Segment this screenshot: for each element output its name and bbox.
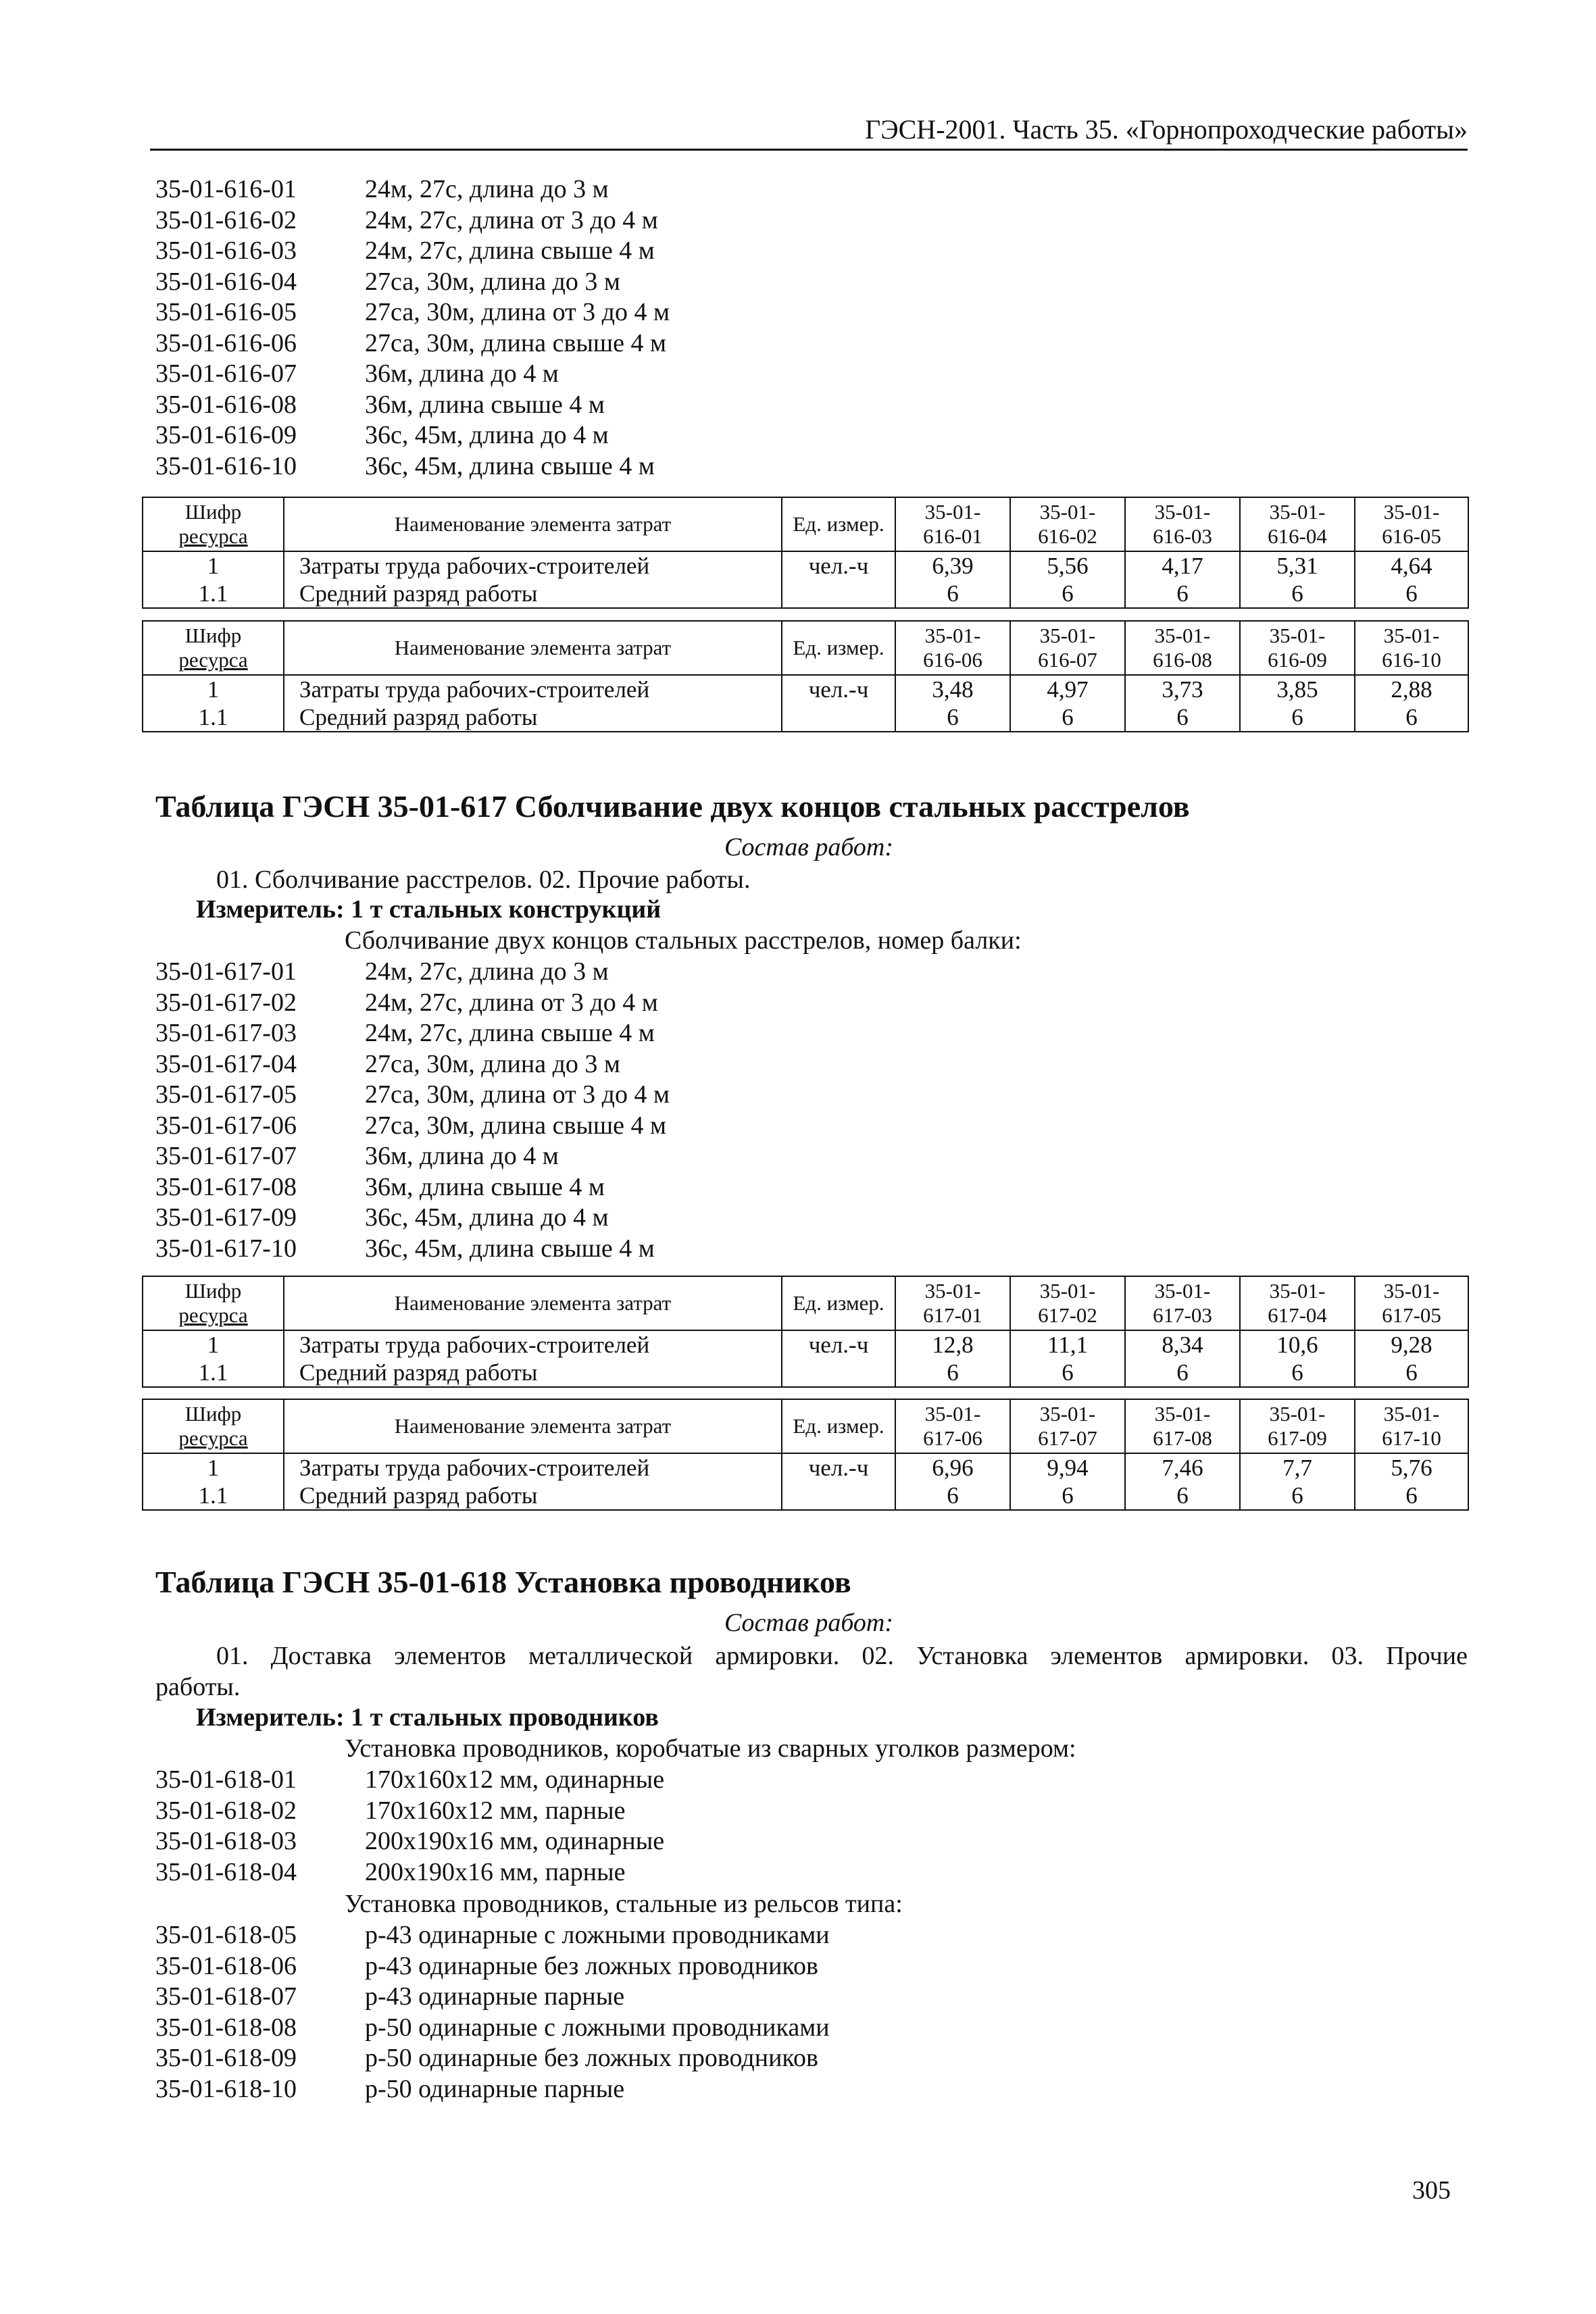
- column-code-prefix: 35-01-: [1383, 1402, 1440, 1426]
- item-description: р-43 одинарные парные: [365, 1982, 625, 2011]
- table-row: [143, 580, 1468, 608]
- operations-617: 01. Сболчивание расстрелов. 02. Прочие работы.: [216, 865, 751, 894]
- table-row: [143, 1359, 1468, 1387]
- item-code: 35-01-617-10: [155, 1234, 297, 1263]
- header-code-label-1: Шифр: [184, 1279, 242, 1303]
- header-code-cell: [143, 1276, 284, 1330]
- column-code-suffix: 617-04: [1268, 1303, 1327, 1327]
- value-cell: 2,88: [1355, 675, 1468, 703]
- value-cell: 3,85: [1240, 675, 1355, 703]
- composition-label-617: Состав работ:: [724, 833, 894, 861]
- value-cell: 6: [895, 703, 1010, 732]
- resource-name-cell: Средний разряд работы: [284, 703, 782, 732]
- item-description: 27са, 30м, длина свыше 4 м: [365, 328, 667, 357]
- item-code: 35-01-618-07: [155, 1982, 297, 2011]
- item-description: р-43 одинарные с ложными проводниками: [365, 1921, 830, 1949]
- header-column-code: [1010, 1399, 1125, 1453]
- table-header-row: [143, 497, 1468, 551]
- header-column-code: [1240, 1399, 1355, 1453]
- item-description: р-50 одинарные с ложными проводниками: [365, 2013, 830, 2042]
- header-name-cell: Наименование элемента затрат: [284, 621, 782, 675]
- value-cell: 9,28: [1355, 1330, 1468, 1359]
- item-description: 27са, 30м, длина до 3 м: [365, 267, 620, 296]
- column-code-prefix: 35-01-: [924, 1279, 981, 1303]
- header-column-code: [895, 497, 1010, 551]
- item-code: 35-01-618-02: [155, 1796, 297, 1825]
- value-cell: 5,76: [1355, 1453, 1468, 1482]
- value-cell: 6: [1355, 1482, 1468, 1510]
- page-number: 305: [1412, 2176, 1451, 2205]
- unit-cell: чел.-ч: [782, 1330, 895, 1359]
- item-code: 35-01-616-01: [155, 175, 297, 203]
- item-description: 36м, длина до 4 м: [365, 359, 559, 388]
- value-cell: 6,96: [895, 1453, 1010, 1482]
- value-cell: 6: [1240, 1482, 1355, 1510]
- column-code-suffix: 616-09: [1268, 648, 1327, 672]
- header-column-code: [1010, 621, 1125, 675]
- item-code: 35-01-617-06: [155, 1111, 297, 1140]
- item-code: 35-01-618-05: [155, 1921, 297, 1949]
- column-code-prefix: 35-01-: [1269, 1402, 1326, 1426]
- section-title-618: Таблица ГЭСН 35-01-618 Установка проводников: [155, 1565, 851, 1599]
- table-row: [143, 675, 1468, 703]
- item-description: 24м, 27с, длина свыше 4 м: [365, 1019, 655, 1047]
- header-unit-cell: Ед. измер.: [782, 621, 895, 675]
- column-code-prefix: 35-01-: [1039, 1279, 1096, 1303]
- resource-name-cell: Затраты труда рабочих-строителей: [284, 1330, 782, 1359]
- item-code: 35-01-617-04: [155, 1049, 297, 1078]
- value-cell: 4,97: [1010, 675, 1125, 703]
- header-code-cell: [143, 497, 284, 551]
- column-code-suffix: 616-06: [923, 648, 982, 672]
- header-column-code: [1125, 497, 1240, 551]
- table-row: [143, 1453, 1468, 1482]
- item-code: 35-01-617-05: [155, 1080, 297, 1109]
- value-cell: 7,46: [1125, 1453, 1240, 1482]
- resource-code-cell: 1: [143, 1453, 284, 1482]
- header-column-code: [1355, 621, 1468, 675]
- item-code: 35-01-618-03: [155, 1827, 297, 1855]
- resource-code-cell: 1.1: [143, 1359, 284, 1387]
- item-description: 36м, длина свыше 4 м: [365, 1172, 605, 1201]
- header-column-code: [895, 1276, 1010, 1330]
- value-cell: 6: [1010, 703, 1125, 732]
- item-code: 35-01-616-08: [155, 390, 297, 419]
- column-code-prefix: 35-01-: [924, 1402, 981, 1426]
- value-cell: 6: [895, 1359, 1010, 1387]
- value-cell: 6: [1010, 580, 1125, 608]
- header-column-code: [1355, 1399, 1468, 1453]
- operations-618-line1: 01. Доставка элементов металлической армировки. 02. Установка элементов армировки. 03. Прочие: [216, 1642, 1468, 1670]
- column-code-prefix: 35-01-: [1154, 1402, 1211, 1426]
- header-code-label-2: ресурса: [178, 524, 248, 548]
- value-cell: 12,8: [895, 1330, 1010, 1359]
- value-cell: 10,6: [1240, 1330, 1355, 1359]
- column-code-prefix: 35-01-: [1039, 624, 1096, 647]
- column-code-suffix: 617-03: [1153, 1303, 1212, 1327]
- column-code-suffix: 617-07: [1038, 1426, 1097, 1450]
- item-code: 35-01-616-06: [155, 328, 297, 357]
- item-code: 35-01-616-10: [155, 451, 297, 480]
- item-description: 27са, 30м, длина от 3 до 4 м: [365, 1080, 670, 1109]
- resource-name-cell: Затраты труда рабочих-строителей: [284, 551, 782, 580]
- meter-617: Измеритель: 1 т стальных конструкций: [196, 895, 662, 924]
- item-description: 36м, длина до 4 м: [365, 1142, 559, 1170]
- item-code: 35-01-616-05: [155, 298, 297, 326]
- column-code-suffix: 616-10: [1382, 648, 1441, 672]
- column-code-prefix: 35-01-: [1269, 500, 1326, 524]
- item-code: 35-01-617-09: [155, 1203, 297, 1232]
- value-cell: 6: [1010, 1482, 1125, 1510]
- unit-cell: [782, 703, 895, 732]
- resource-table-617-b: [142, 1399, 1469, 1511]
- column-code-prefix: 35-01-: [1383, 1279, 1440, 1303]
- column-code-prefix: 35-01-: [1154, 1279, 1211, 1303]
- resource-code-cell: 1.1: [143, 1482, 284, 1510]
- resource-code-cell: 1.1: [143, 580, 284, 608]
- column-code-prefix: 35-01-: [1383, 624, 1440, 647]
- value-cell: 6: [1240, 1359, 1355, 1387]
- header-code-label-1: Шифр: [184, 1402, 242, 1426]
- resource-name-cell: Затраты труда рабочих-строителей: [284, 675, 782, 703]
- intro-617: Сболчивание двух концов стальных расстрелов, номер балки:: [345, 926, 1022, 955]
- header-column-code: [1355, 497, 1468, 551]
- item-code: 35-01-618-04: [155, 1857, 297, 1886]
- column-code-prefix: 35-01-: [924, 500, 981, 524]
- value-cell: 7,7: [1240, 1453, 1355, 1482]
- resource-code-cell: 1: [143, 551, 284, 580]
- item-code: 35-01-618-10: [155, 2074, 297, 2103]
- item-description: 27са, 30м, длина свыше 4 м: [365, 1111, 667, 1140]
- header-unit-cell: Ед. измер.: [782, 1276, 895, 1330]
- column-code-prefix: 35-01-: [1383, 500, 1440, 524]
- resource-code-cell: 1: [143, 675, 284, 703]
- value-cell: 3,48: [895, 675, 1010, 703]
- table-header-row: [143, 621, 1468, 675]
- resource-name-cell: Средний разряд работы: [284, 1482, 782, 1510]
- header-unit-cell: Ед. измер.: [782, 497, 895, 551]
- column-code-suffix: 617-06: [923, 1426, 982, 1450]
- header-column-code: [1240, 621, 1355, 675]
- item-code: 35-01-617-08: [155, 1172, 297, 1201]
- unit-cell: [782, 1482, 895, 1510]
- composition-label-618: Состав работ:: [724, 1609, 894, 1637]
- unit-cell: чел.-ч: [782, 1453, 895, 1482]
- value-cell: 5,31: [1240, 551, 1355, 580]
- item-code: 35-01-618-08: [155, 2013, 297, 2042]
- column-code-suffix: 617-08: [1153, 1426, 1212, 1450]
- resource-table-616-a: [142, 497, 1469, 609]
- column-code-suffix: 616-03: [1153, 524, 1212, 548]
- header-code-label-2: ресурса: [178, 648, 248, 672]
- column-code-prefix: 35-01-: [1039, 500, 1096, 524]
- value-cell: 6: [1355, 1359, 1468, 1387]
- item-description: р-43 одинарные без ложных проводников: [365, 1951, 818, 1980]
- header-column-code: [1125, 1399, 1240, 1453]
- column-code-prefix: 35-01-: [1154, 624, 1211, 647]
- resource-name-cell: Средний разряд работы: [284, 1359, 782, 1387]
- value-cell: 6: [1125, 580, 1240, 608]
- header-code-label-1: Шифр: [184, 624, 242, 647]
- item-description: 24м, 27с, длина от 3 до 4 м: [365, 205, 658, 234]
- item-description: 200x190x16 мм, парные: [365, 1857, 626, 1886]
- resource-name-cell: Средний разряд работы: [284, 580, 782, 608]
- column-code-suffix: 617-10: [1382, 1426, 1441, 1450]
- value-cell: 6: [895, 580, 1010, 608]
- value-cell: 11,1: [1010, 1330, 1125, 1359]
- running-header: ГЭСН-2001. Часть 35. «Горнопроходческие работы»: [150, 114, 1468, 151]
- item-code: 35-01-616-09: [155, 421, 297, 449]
- intro-618-rails: Установка проводников, стальные из рельсов типа:: [345, 1890, 903, 1918]
- item-code: 35-01-616-07: [155, 359, 297, 388]
- column-code-suffix: 617-02: [1038, 1303, 1097, 1327]
- table-row: [143, 1482, 1468, 1510]
- item-code: 35-01-616-02: [155, 205, 297, 234]
- column-code-prefix: 35-01-: [1039, 1402, 1096, 1426]
- value-cell: 6: [1240, 580, 1355, 608]
- column-code-prefix: 35-01-: [1154, 500, 1211, 524]
- item-description: 27са, 30м, длина от 3 до 4 м: [365, 298, 670, 326]
- column-code-suffix: 616-02: [1038, 524, 1097, 548]
- value-cell: 6: [1355, 580, 1468, 608]
- header-code-cell: [143, 621, 284, 675]
- value-cell: 6,39: [895, 551, 1010, 580]
- column-code-suffix: 616-07: [1038, 648, 1097, 672]
- item-description: 200x190x16 мм, одинарные: [365, 1827, 665, 1855]
- item-description: 170x160x12 мм, парные: [365, 1796, 626, 1825]
- item-code: 35-01-618-09: [155, 2044, 297, 2072]
- unit-cell: чел.-ч: [782, 675, 895, 703]
- header-column-code: [1010, 1276, 1125, 1330]
- column-code-suffix: 616-05: [1382, 524, 1441, 548]
- unit-cell: [782, 580, 895, 608]
- item-description: 27са, 30м, длина до 3 м: [365, 1049, 620, 1078]
- resource-table-617-a: [142, 1276, 1469, 1388]
- header-unit-cell: Ед. измер.: [782, 1399, 895, 1453]
- column-code-suffix: 617-05: [1382, 1303, 1441, 1327]
- item-description: 24м, 27с, длина от 3 до 4 м: [365, 988, 658, 1017]
- item-code: 35-01-618-06: [155, 1951, 297, 1980]
- section-title-617: Таблица ГЭСН 35-01-617 Сболчивание двух концов стальных расстрелов: [155, 789, 1190, 824]
- item-description: р-50 одинарные парные: [365, 2074, 625, 2103]
- header-column-code: [1125, 621, 1240, 675]
- header-column-code: [895, 621, 1010, 675]
- resource-name-cell: Затраты труда рабочих-строителей: [284, 1453, 782, 1482]
- value-cell: 6: [1355, 703, 1468, 732]
- value-cell: 6: [1125, 1482, 1240, 1510]
- header-code-label-2: ресурса: [178, 1426, 248, 1450]
- item-code: 35-01-617-03: [155, 1019, 297, 1047]
- item-description: 36м, длина свыше 4 м: [365, 390, 605, 419]
- item-description: 24м, 27с, длина до 3 м: [365, 175, 609, 203]
- value-cell: 6: [1125, 703, 1240, 732]
- unit-cell: чел.-ч: [782, 551, 895, 580]
- header-column-code: [895, 1399, 1010, 1453]
- item-description: 36с, 45м, длина свыше 4 м: [365, 451, 655, 480]
- table-header-row: [143, 1399, 1468, 1453]
- header-code-label-1: Шифр: [184, 500, 242, 524]
- item-code: 35-01-617-01: [155, 957, 297, 986]
- item-code: 35-01-618-01: [155, 1765, 297, 1794]
- item-code: 35-01-617-07: [155, 1142, 297, 1170]
- item-code: 35-01-617-02: [155, 988, 297, 1017]
- table-header-row: [143, 1276, 1468, 1330]
- value-cell: 5,56: [1010, 551, 1125, 580]
- header-column-code: [1240, 497, 1355, 551]
- column-code-suffix: 617-01: [923, 1303, 982, 1327]
- column-code-prefix: 35-01-: [1269, 1279, 1326, 1303]
- table-row: [143, 551, 1468, 580]
- column-code-prefix: 35-01-: [1269, 624, 1326, 647]
- item-description: 24м, 27с, длина свыше 4 м: [365, 236, 655, 265]
- header-name-cell: Наименование элемента затрат: [284, 1399, 782, 1453]
- header-name-cell: Наименование элемента затрат: [284, 497, 782, 551]
- header-code-cell: [143, 1399, 284, 1453]
- column-code-suffix: 616-08: [1153, 648, 1212, 672]
- intro-618-boxed: Установка проводников, коробчатые из сварных уголков размером:: [345, 1734, 1076, 1763]
- table-row: [143, 1330, 1468, 1359]
- item-description: р-50 одинарные без ложных проводников: [365, 2044, 818, 2072]
- value-cell: 4,17: [1125, 551, 1240, 580]
- item-code: 35-01-616-04: [155, 267, 297, 296]
- column-code-suffix: 616-01: [923, 524, 982, 548]
- value-cell: 6: [1240, 703, 1355, 732]
- value-cell: 8,34: [1125, 1330, 1240, 1359]
- meter-618: Измеритель: 1 т стальных проводников: [196, 1703, 659, 1732]
- value-cell: 6: [1125, 1359, 1240, 1387]
- header-name-cell: Наименование элемента затрат: [284, 1276, 782, 1330]
- value-cell: 6: [895, 1482, 1010, 1510]
- unit-cell: [782, 1359, 895, 1387]
- column-code-suffix: 617-09: [1268, 1426, 1327, 1450]
- column-code-suffix: 616-04: [1268, 524, 1327, 548]
- resource-table-616-b: [142, 620, 1469, 732]
- header-code-label-2: ресурса: [178, 1303, 248, 1327]
- resource-code-cell: 1: [143, 1330, 284, 1359]
- header-column-code: [1355, 1276, 1468, 1330]
- header-column-code: [1010, 497, 1125, 551]
- table-row: [143, 703, 1468, 732]
- header-column-code: [1125, 1276, 1240, 1330]
- item-description: 170x160x12 мм, одинарные: [365, 1765, 665, 1794]
- item-description: 36с, 45м, длина до 4 м: [365, 421, 609, 449]
- item-description: 36с, 45м, длина свыше 4 м: [365, 1234, 655, 1263]
- item-description: 24м, 27с, длина до 3 м: [365, 957, 609, 986]
- column-code-prefix: 35-01-: [924, 624, 981, 647]
- value-cell: 9,94: [1010, 1453, 1125, 1482]
- resource-code-cell: 1.1: [143, 703, 284, 732]
- item-description: 36с, 45м, длина до 4 м: [365, 1203, 609, 1232]
- value-cell: 4,64: [1355, 551, 1468, 580]
- item-code: 35-01-616-03: [155, 236, 297, 265]
- value-cell: 3,73: [1125, 675, 1240, 703]
- operations-618-line2: работы.: [155, 1673, 241, 1701]
- header-column-code: [1240, 1276, 1355, 1330]
- value-cell: 6: [1010, 1359, 1125, 1387]
